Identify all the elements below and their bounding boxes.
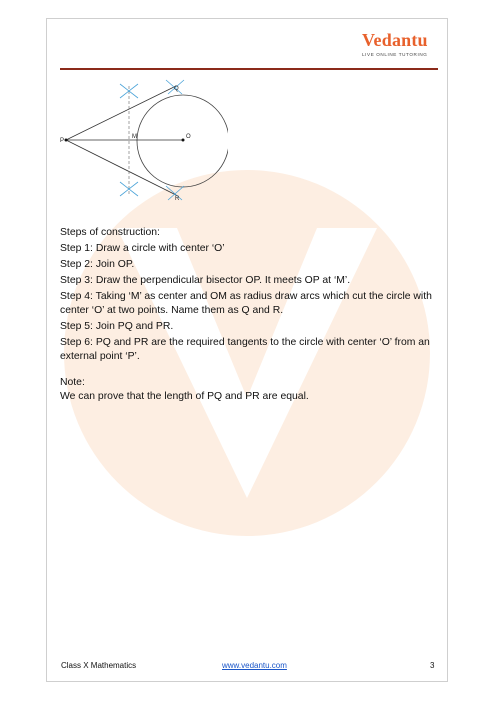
footer-subject: Class X Mathematics [61,661,137,670]
logo-tagline: LIVE ONLINE TUTORING [362,52,428,57]
label-p: P [60,138,65,144]
tangent-pq [66,86,176,140]
steps-heading: Steps of construction: [60,227,160,238]
step-2: Step 2: Join OP. [60,259,135,270]
tangent-pr [66,140,176,195]
step-3: Step 3: Draw the perpendicular bisector OP. It meets OP at ‘M’. [60,275,351,286]
footer-page-number: 3 [430,661,435,670]
step-5: Step 5: Join PQ and PR. [60,321,174,332]
step-1: Step 1: Draw a circle with center ‘O’ [60,243,225,254]
logo-wordmark: Vedantu [362,30,428,50]
note-heading: Note: [60,377,85,388]
step-4: Step 4: Taking ‘M’ as center and OM as radius draw arcs which cut the circle with center ‘O’ at two points. Name them as Q and R. [60,291,432,316]
header-rule [60,68,438,70]
label-o: O [186,134,191,140]
label-q: Q [174,86,179,92]
note-text: We can prove that the length of PQ and PR are equal. [60,391,309,402]
step-6: Step 6: PQ and PR are the required tangents to the circle with center ‘O’ from an external point ‘P’. [60,337,430,362]
vedantu-logo [362,30,442,64]
construction-steps [60,226,432,404]
footer-website-link[interactable]: www.vedantu.com [222,661,287,670]
label-m: M [132,134,137,140]
construction-figure [58,78,228,208]
label-r: R [175,196,180,202]
